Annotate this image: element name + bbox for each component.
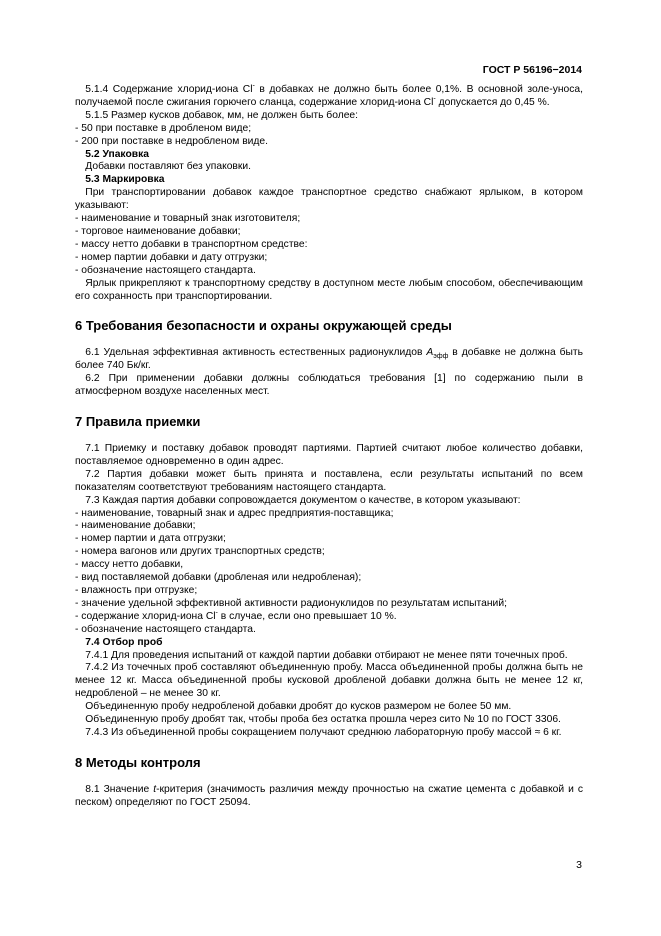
section-7-4-2: 7.4.2 Из точечных проб составляют объединенную пробу. Масса объединенной пробы должна быть не менее 12 кг. Масса объединенной пробы кусковой дробленой добавки должна быть не менее 12 кг, недробленой – не менее 30 кг. <box>75 662 583 700</box>
list-item: - номер партии и дата отгрузки; <box>75 533 226 545</box>
list-item: - наименование добавки; <box>75 520 196 532</box>
list-item: - содержание хлорид-иона Cl- в случае, если оно превышает 10 %. <box>75 609 397 622</box>
document-header: ГОСТ Р 56196−2014 <box>482 64 582 76</box>
section-6-1: 6.1 Удельная эффективная активность естественных радионуклидов $A_{эфф}$ в добавке не должна быть более 740 Бк/кг. <box>75 347 583 372</box>
section-7-4-2-b: Объединенную пробу недробленой добавки дробят до кусков размером не более 50 мм. <box>85 701 512 713</box>
section-7-4-title: 7.4 Отбор проб <box>85 636 163 648</box>
list-item: - номера вагонов или других транспортных средств; <box>75 546 325 558</box>
list-item: - 200 при поставке в недробленом виде. <box>75 135 269 147</box>
list-item: - значение удельной эффективной активности радионуклидов по результатам испытаний; <box>75 597 507 609</box>
list-item: - торговое наименование добавки; <box>75 225 241 237</box>
section-7-1: 7.1 Приемку и поставку добавок проводят партиями. Партией считают любое количество добавки, поставляемое одновременно в один адрес. <box>75 443 583 467</box>
list-item: - массу нетто добавки, <box>75 559 184 571</box>
list-item: - 50 при поставке в дробленом виде; <box>75 122 252 134</box>
section-5-2-title: 5.2 Упаковка <box>85 148 149 160</box>
section-7-2: 7.2 Партия добавки может быть принята и поставлена, если результаты испытаний по всем показателям соответствуют требованиям настоящего стандарта. <box>75 468 583 493</box>
section-5-2-text: Добавки поставляют без упаковки. <box>85 161 252 173</box>
heading-section-8: 8 Методы контроля <box>75 754 201 770</box>
section-8-1: 8.1 Значение t-критерия (значимость различия между прочностью на сжатие цемента с добавкой и с песком) определяют по ГОСТ 25094. <box>75 783 583 808</box>
section-5-1-4: 5.1.4 Содержание хлорид-иона Cl- в добавках не должно быть более 0,1%. В основной золе-уноса, получаемой после сжигания горючего сланца, содержание хлорид-иона Cl- допускается до 0,45 %. <box>75 82 583 108</box>
section-7-4-1: 7.4.1 Для проведения испытаний от каждой партии добавки отбирают не менее пяти точечных проб. <box>85 649 568 661</box>
list-item: - наименование и товарный знак изготовителя; <box>75 213 301 225</box>
section-7-4-2-c: Объединенную пробу дробят так, чтобы проба без остатка прошла через сито № 10 по ГОСТ 3306. <box>85 714 561 726</box>
heading-section-7: 7 Правила приемки <box>75 414 201 430</box>
page-number: 3 <box>576 859 582 871</box>
list-item: - вид поставляемой добавки (дробленая или недробленая); <box>75 572 362 584</box>
list-item: - обозначение настоящего стандарта. <box>75 623 256 635</box>
section-5-1-5: 5.1.5 Размер кусков добавок, мм, не должен быть более: <box>85 109 359 121</box>
list-item: - наименование, товарный знак и адрес предприятия-поставщика; <box>75 507 394 519</box>
section-5-3-end: Ярлык прикрепляют к транспортному средству в доступном месте любым способом, обеспечивающим его сохранность при транспортировании. <box>75 277 583 302</box>
section-5-3-title: 5.3 Маркировка <box>85 174 165 186</box>
list-item: - обозначение настоящего стандарта. <box>75 264 256 276</box>
section-7-4-3: 7.4.3 Из объединенной пробы сокращением получают среднюю лабораторную пробу массой ≈ 6 кг. <box>85 726 562 738</box>
list-item: - номер партии добавки и дату отгрузки; <box>75 251 268 263</box>
list-item: - массу нетто добавки в транспортном средстве: <box>75 238 308 250</box>
section-7-3: 7.3 Каждая партия добавки сопровождается документом о качестве, в котором указывают: <box>85 494 521 506</box>
section-6-2: 6.2 При применении добавки должны соблюдаться требования [1] по содержанию пыли в атмосферном воздухе населенных мест. <box>75 373 583 398</box>
document-body <box>75 84 583 810</box>
heading-section-6: 6 Требования безопасности и охраны окружающей среды <box>75 318 452 334</box>
section-5-3-text: При транспортировании добавок каждое транспортное средство снабжают ярлыком, в котором указывают: <box>75 187 583 212</box>
list-item: - влажность при отгрузке; <box>75 585 198 596</box>
